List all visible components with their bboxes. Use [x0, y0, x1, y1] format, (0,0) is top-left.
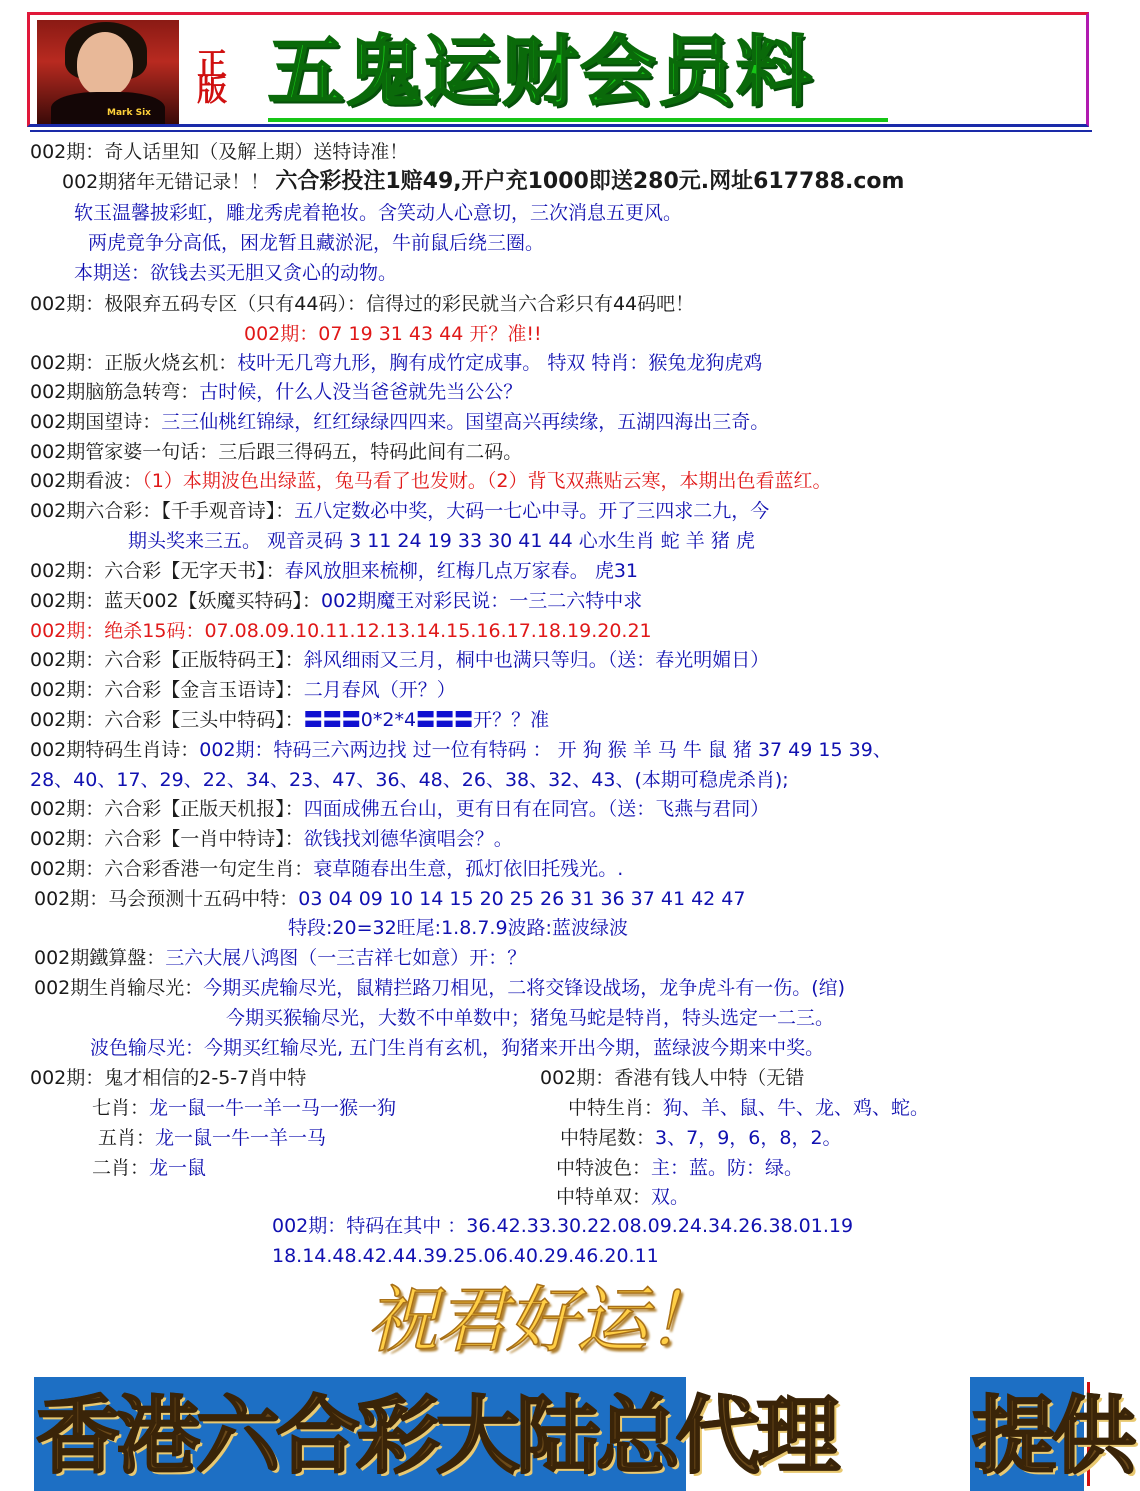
line-20-mid: 0*2*4 — [360, 709, 417, 731]
right-row-4 — [556, 1185, 689, 1209]
line-11: 002期管家婆一句话：三后跟三得码五，特码此间有二码。 — [30, 441, 523, 463]
line-24-text: 欲钱找刘德华演唱会？。 — [303, 828, 513, 850]
line-13 — [30, 499, 769, 523]
line-20-label: 002期：六合彩【三头中特码】： — [30, 709, 304, 731]
line-16-label: 002期：蓝天002【妖魔买特码】： — [30, 590, 322, 612]
left-row-1 — [92, 1096, 396, 1120]
line-7: 002期：07 19 31 43 44 开？准!! — [244, 323, 542, 345]
line-4: 两虎竟争分高低，困龙暂且藏淤泥，牛前鼠后绕三圈。 — [88, 232, 545, 254]
line-26-text: 03 04 09 10 14 15 20 25 26 31 36 37 41 42 47 — [298, 888, 746, 910]
portrait-photo — [37, 20, 179, 124]
line-28-label: 002期鐵算盤： — [34, 947, 166, 969]
line-28-text: 三六大展八鸿图（一三吉祥七如意）开：？ — [165, 947, 527, 969]
line-22: 28、40、17、29、22、34、23、47、36、48、26、38、32、43、(本期可稳虎杀肖); — [30, 769, 789, 791]
line-15 — [30, 559, 638, 583]
line-20-box-1: 〓〓〓 — [303, 709, 361, 731]
line-26-label: 002期：马会预测十五码中特： — [34, 888, 299, 910]
line-8-text: 枝叶无几弯九形，胸有成竹定成事。 特双 特肖：猴兔龙狗虎鸡 — [237, 352, 763, 374]
line-20-end: 开？？准 — [473, 709, 550, 731]
line-8 — [30, 351, 762, 375]
right-row-1-value: 狗、羊、鼠、牛、龙、鸡、蛇。 — [663, 1097, 930, 1119]
special-line-2: 18.14.48.42.44.39.25.06.40.29.46.20.11 — [272, 1245, 659, 1267]
special-line-1: 002期：特码在其中 ：36.42.33.30.22.08.09.24.34.26.38.01.19 — [272, 1215, 854, 1237]
line-18-label: 002期：六合彩【正版特码王】： — [30, 649, 304, 671]
line-10 — [30, 410, 769, 434]
line-19-label: 002期：六合彩【金言玉语诗】： — [30, 679, 304, 701]
line-23-text: 四面成佛五台山，更有日有在同宫。（送：飞燕与君同） — [303, 798, 770, 820]
line-17: 002期：绝杀15码：07.08.09.10.11.12.13.14.15.16.17.18.19.20.21 — [30, 620, 652, 642]
line-5: 本期送：欲钱去买无胆又贪心的动物。 — [74, 262, 398, 284]
ad-text: 六合彩投注1赔49,开户充1000即送280元.网址617788.com — [275, 169, 905, 194]
right-row-4-value: 双。 — [651, 1186, 690, 1208]
line-30: 今期买猴输尽光，大数不中单数中；猪兔马蛇是特肖，特头选定一二三。 — [226, 1007, 835, 1029]
right-row-3-label: 中特波色： — [556, 1157, 652, 1179]
line-25-label: 002期：六合彩香港一句定生肖： — [30, 858, 314, 880]
line-12 — [30, 469, 831, 493]
good-luck-text: 祝君好运！ — [366, 1278, 717, 1362]
left-row-2-value: 龙一鼠一牛一羊一马 — [155, 1127, 327, 1149]
line-9-label: 002期脑筋急转弯： — [30, 381, 200, 403]
line-2 — [62, 170, 904, 194]
header-divider — [30, 130, 1092, 132]
line-21-label: 002期特码生肖诗： — [30, 739, 200, 761]
line-13-text: 五八定数必中奖，大码一七心中寻。开了三四求二九，今 — [294, 500, 770, 522]
line-13-label: 002期六合彩：【千手观音诗】： — [30, 500, 295, 522]
line-29-text: 今期买虎输尽光，鼠精拦路刀相见，二将交锋设战场，龙争虎斗有一伤。(绾) — [203, 977, 846, 999]
line-15-label: 002期：六合彩【无字天书】： — [30, 560, 285, 582]
line-8-label: 002期：正版火烧玄机： — [30, 352, 238, 374]
line-9 — [30, 380, 522, 404]
right-row-1-label: 中特生肖： — [568, 1097, 664, 1119]
right-col-title: 002期：香港有钱人中特（无错 — [540, 1067, 805, 1089]
right-row-2 — [560, 1126, 842, 1150]
line-10-text: 三三仙桃红锦绿，红红绿绿四四来。国望高兴再续缘，五湖四海出三奇。 — [161, 411, 770, 433]
left-col-title: 002期：鬼才相信的2-5-7肖中特 — [30, 1067, 307, 1089]
line-25-text: 衰草随春出生意，孤灯依旧托残光。. — [313, 858, 624, 880]
line-1: 002期：奇人话里知（及解上期）送特诗准！ — [30, 141, 409, 163]
line-31-text: 今期买红输尽光, 五门生肖有玄机，狗猪来开出今期，蓝绿波今期来中奖。 — [204, 1037, 825, 1059]
line-15-text: 春风放胆来梳柳，红梅几点万家春。 虎31 — [284, 560, 638, 582]
left-row-3-value: 龙一鼠 — [149, 1157, 207, 1179]
line-6: 002期：极限弃五码专区（只有44码）：信得过的彩民就当六合彩只有44码吧！ — [30, 293, 695, 315]
right-row-2-label: 中特尾数： — [560, 1127, 656, 1149]
line-10-label: 002期国望诗： — [30, 411, 162, 433]
line-29-label: 002期生肖输尽光： — [34, 977, 204, 999]
line-28 — [34, 946, 526, 970]
line-27: 特段:20=32旺尾:1.8.7.9波路:蓝波绿波 — [288, 917, 628, 939]
left-row-1-label: 七肖： — [92, 1097, 150, 1119]
line-23 — [30, 797, 769, 821]
line-16-text: 002期魔王对彩民说：一三二六特中求 — [321, 590, 643, 612]
line-20-box-2: 〓〓〓 — [416, 709, 474, 731]
line-2-label: 002期猪年无错记录！！ — [62, 171, 270, 193]
banner-provide-text: 提供 — [972, 1386, 1133, 1485]
right-row-3-value: 主：蓝。防：绿。 — [651, 1157, 804, 1179]
left-row-1-value: 龙一鼠一牛一羊一马一猴一狗 — [149, 1097, 397, 1119]
right-row-2-value: 3、7，9，6，8，2。 — [655, 1127, 842, 1149]
left-row-2-label: 五肖： — [98, 1127, 156, 1149]
line-26 — [34, 887, 746, 911]
line-21 — [30, 738, 892, 762]
line-23-label: 002期：六合彩【正版天机报】： — [30, 798, 304, 820]
line-18 — [30, 648, 769, 672]
line-16 — [30, 589, 642, 613]
left-row-3-label: 二肖： — [92, 1157, 150, 1179]
page-title: 五鬼运财会员料 — [268, 27, 814, 116]
line-31-label: 波色输尽光： — [90, 1037, 205, 1059]
right-row-4-label: 中特单双： — [556, 1186, 652, 1208]
line-3: 软玉温馨披彩虹，雕龙秀虎着艳妆。含笑动人心意切，三次消息五更风。 — [74, 202, 683, 224]
line-24 — [30, 827, 513, 851]
banner-agent-text: 香港六合彩大陆总代理 — [36, 1386, 837, 1485]
left-row-2 — [98, 1126, 326, 1150]
line-19 — [30, 678, 456, 702]
right-row-1 — [568, 1096, 929, 1120]
photo-tag: Mark Six — [107, 108, 151, 118]
line-9-text: 古时候，什么人没当爸爸就先当公公？ — [199, 381, 523, 403]
line-24-label: 002期：六合彩【一肖中特诗】： — [30, 828, 304, 850]
line-21-text: 002期：特码三六两边找 过一位有特码 ： 开 狗 猴 羊 马 牛 鼠 猪 37 49 15 39、 — [199, 739, 892, 761]
line-25 — [30, 857, 623, 881]
line-12-label: 002期看波： — [30, 470, 143, 492]
line-14: 期头奖来三五。 观音灵码 3 11 24 19 33 30 41 44 心水生肖 蛇 羊 猪 虎 — [128, 530, 755, 552]
line-31 — [90, 1036, 824, 1060]
line-12-text: （1）本期波色出绿蓝，兔马看了也发财。（2）背飞双燕贴云寒，本期出色看蓝红。 — [142, 470, 832, 492]
zhengban-badge: 正版 — [191, 48, 226, 100]
right-row-3 — [556, 1156, 803, 1180]
line-18-text: 斜风细雨又三月，桐中也满只等归。（送：春光明媚日） — [303, 649, 770, 671]
line-29 — [34, 976, 845, 1000]
line-20 — [30, 708, 549, 732]
left-row-3 — [92, 1156, 206, 1180]
line-19-text: 二月春风（开？） — [303, 679, 456, 701]
title-underline — [268, 118, 888, 122]
